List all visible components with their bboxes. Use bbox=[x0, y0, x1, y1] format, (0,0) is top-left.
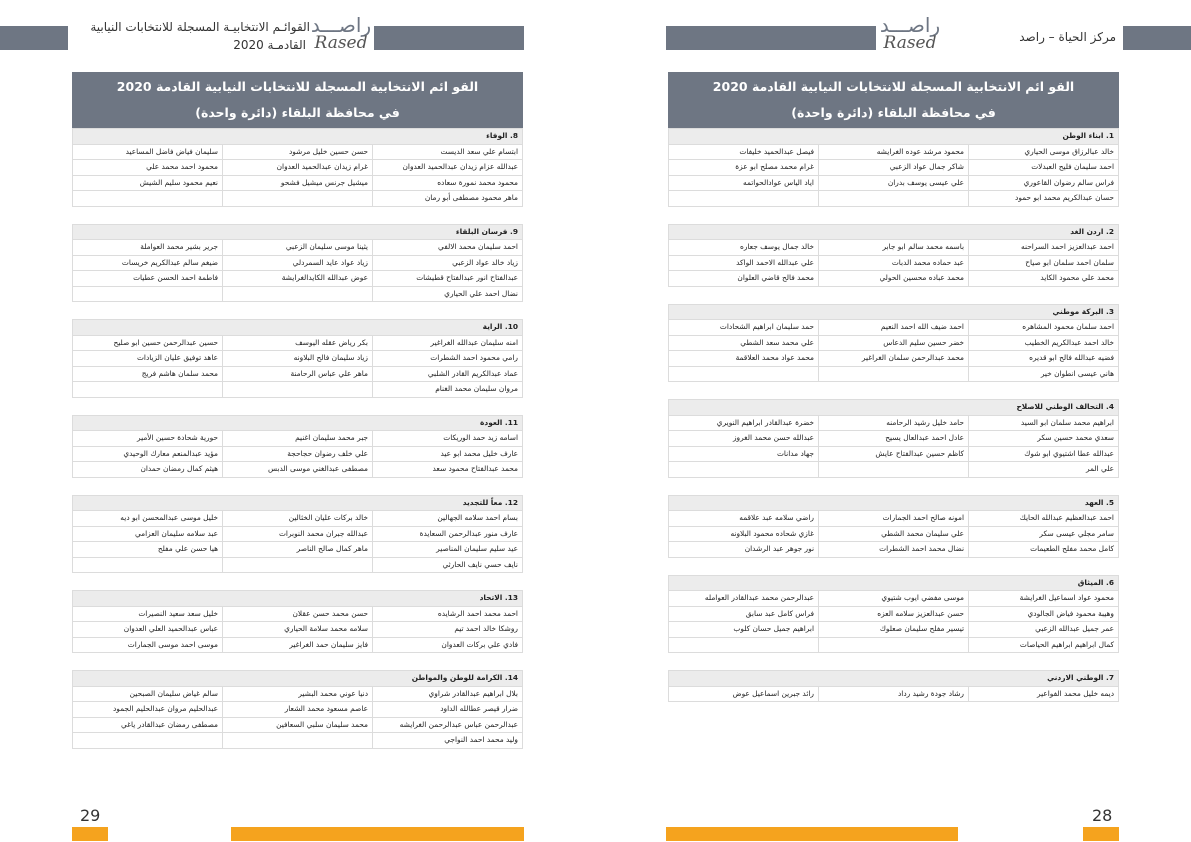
candidate-name: بلال ابراهيم عبدالقادر شراوي bbox=[373, 686, 523, 702]
candidate-name: خضر حسين سليم الدعاس bbox=[819, 335, 969, 351]
candidate-name: خليل موسى عبدالمحسن ابو ديه bbox=[73, 511, 223, 527]
list-spacer bbox=[73, 477, 523, 495]
candidate-name: فراس سالم رضوان القاعوري bbox=[969, 175, 1119, 191]
table-heading-line1: القو ائم الانتخابية المسجلة للانتخابات النيابية القادمة 2020 bbox=[712, 79, 1075, 94]
candidate-name: رامي محمود احمد الشطرات bbox=[373, 351, 523, 367]
candidate-name bbox=[73, 286, 223, 302]
logo-english: Rased bbox=[314, 33, 368, 53]
candidate-row bbox=[73, 160, 523, 176]
candidate-name: اياد الياس عوادالحواتمه bbox=[669, 175, 819, 191]
candidate-row bbox=[73, 431, 523, 447]
candidate-name: كامل محمد مفلح الطعيمات bbox=[969, 542, 1119, 558]
candidate-name bbox=[669, 366, 819, 382]
candidate-name: غرام محمد مصلح ابو عزة bbox=[669, 160, 819, 176]
candidate-name: امونه صالح احمد الجمارات bbox=[819, 511, 969, 527]
candidate-name: عبدالرحمن محمد عبدالقادر العوامله bbox=[669, 591, 819, 607]
candidate-row bbox=[73, 733, 523, 749]
candidate-name: وليد محمد احمد النواجي bbox=[373, 733, 523, 749]
candidate-name bbox=[223, 557, 373, 573]
candidate-name: عبدالله عطا اشتيوي ابو شوك bbox=[969, 446, 1119, 462]
candidate-name bbox=[223, 382, 373, 398]
candidate-name: فراس كامل عبد سابق bbox=[669, 606, 819, 622]
candidate-row bbox=[669, 415, 1119, 431]
candidate-row bbox=[73, 686, 523, 702]
list-title: 4. التحالف الوطني للاصلاح bbox=[669, 400, 1119, 416]
table-heading bbox=[668, 72, 1119, 128]
candidate-name: عوض عبدالله الكايدالغرايشة bbox=[223, 271, 373, 287]
list-title-row bbox=[669, 575, 1119, 591]
candidate-name: فادي علي بركات العدوان bbox=[373, 637, 523, 653]
candidate-name: ابراهيم جميل حسان كلوب bbox=[669, 622, 819, 638]
candidate-row bbox=[73, 557, 523, 573]
candidate-name: عبدالله حسن محمد الغروز bbox=[669, 431, 819, 447]
candidate-name: عادل احمد عبدالعال يسيح bbox=[819, 431, 969, 447]
candidate-name: خالد بركات عليان الخثالين bbox=[223, 511, 373, 527]
candidate-name: تيسير مفلح سليمان صعلوك bbox=[819, 622, 969, 638]
candidate-name: محمد سليمان سلبي السعافين bbox=[223, 717, 373, 733]
candidate-row bbox=[73, 286, 523, 302]
candidate-row bbox=[669, 431, 1119, 447]
candidate-name: علي المر bbox=[969, 462, 1119, 478]
list-title: 10. الراية bbox=[73, 320, 523, 336]
list-title-row bbox=[73, 224, 523, 240]
header-band-left bbox=[0, 26, 68, 50]
candidate-name: غرام زيدان عبدالحميد العدوان bbox=[223, 160, 373, 176]
page-28 bbox=[596, 0, 1191, 842]
candidate-name: مؤيد عبدالمنعم معارك الوحيدي bbox=[73, 446, 223, 462]
candidate-row bbox=[73, 446, 523, 462]
candidate-name: جبر محمد سليمان اغنيم bbox=[223, 431, 373, 447]
candidate-name: راضي سلامه عبد علاقمه bbox=[669, 511, 819, 527]
candidate-row bbox=[669, 351, 1119, 367]
candidate-name: علي عيسى يوسف بدران bbox=[819, 175, 969, 191]
candidate-row bbox=[73, 511, 523, 527]
candidate-name: علي عبدالله الاحمد الواكد bbox=[669, 255, 819, 271]
candidate-row bbox=[73, 271, 523, 287]
candidate-name: مروان سليمان محمد الغنام bbox=[373, 382, 523, 398]
list-spacer bbox=[73, 397, 523, 415]
candidate-row bbox=[669, 271, 1119, 287]
candidate-name bbox=[73, 191, 223, 207]
list-title-row bbox=[669, 671, 1119, 687]
list-title-row bbox=[669, 129, 1119, 145]
list-spacer bbox=[73, 573, 523, 591]
candidate-name: غازي شحاده محمود البلاونه bbox=[669, 526, 819, 542]
candidate-row bbox=[73, 255, 523, 271]
table-heading bbox=[72, 72, 523, 128]
candidate-name: عماد عبدالكريم القادر الشلبي bbox=[373, 366, 523, 382]
candidate-row bbox=[73, 175, 523, 191]
footer-accent-bar-small bbox=[1083, 827, 1119, 841]
list-title: 7. الوطني الاردني bbox=[669, 671, 1119, 687]
candidate-name: ماهر كمال صالح الناصر bbox=[223, 542, 373, 558]
candidate-row bbox=[669, 511, 1119, 527]
candidate-name: احمد سليمان محمد الالفي bbox=[373, 240, 523, 256]
candidate-name bbox=[223, 191, 373, 207]
candidate-name: حسان عبدالكريم محمد ابو حمود bbox=[969, 191, 1119, 207]
candidate-name: فاطمة احمد الحسن عطيات bbox=[73, 271, 223, 287]
candidate-name bbox=[819, 462, 969, 478]
list-title-row bbox=[73, 129, 523, 145]
candidate-row bbox=[73, 637, 523, 653]
candidate-row bbox=[669, 144, 1119, 160]
candidate-name: موسى احمد موسى الجمارات bbox=[73, 637, 223, 653]
candidate-name: علي سليمان محمد الشطي bbox=[819, 526, 969, 542]
candidate-lists-table bbox=[668, 128, 1119, 702]
list-title: 1. ابناء الوطن bbox=[669, 129, 1119, 145]
candidate-name: نعيم محمود سليم الشيش bbox=[73, 175, 223, 191]
lists-table-container bbox=[72, 72, 523, 749]
candidate-name: ابراهيم محمد سلمان ابو السيد bbox=[969, 415, 1119, 431]
candidate-name bbox=[819, 191, 969, 207]
candidate-name: حمد سليمان ابراهيم الشحادات bbox=[669, 320, 819, 336]
candidate-name: دنيا عوني محمد البشير bbox=[223, 686, 373, 702]
candidate-name: ديمه خليل محمد الفواعير bbox=[969, 686, 1119, 702]
candidate-row bbox=[73, 144, 523, 160]
candidate-name: محمد عبدالرحمن سلمان الغراغير bbox=[819, 351, 969, 367]
list-spacer bbox=[669, 653, 1119, 671]
candidate-name: عمر جميل عبدالله الزعبي bbox=[969, 622, 1119, 638]
candidate-name: كاظم حسين عبدالفتاح عايش bbox=[819, 446, 969, 462]
candidate-name: محمد عبدالفتاح محمود سعد bbox=[373, 462, 523, 478]
candidate-row bbox=[669, 320, 1119, 336]
list-spacer bbox=[669, 286, 1119, 304]
list-title: 12. معاً للتجديد bbox=[73, 495, 523, 511]
candidate-name: احمد سلمان محمود المشاهره bbox=[969, 320, 1119, 336]
candidate-name: جرير بشير محمد العواملة bbox=[73, 240, 223, 256]
candidate-name: احمد ضيف الله احمد النعيم bbox=[819, 320, 969, 336]
candidate-name: شاكر جمال عواد الزعبي bbox=[819, 160, 969, 176]
candidate-name: روشكا خالد احمد تيم bbox=[373, 622, 523, 638]
candidate-name: عبدالرحمن عباس عبدالرحمن الغرايشه bbox=[373, 717, 523, 733]
candidate-name: محمود مرشد عوده الغرايشه bbox=[819, 144, 969, 160]
candidate-name bbox=[73, 733, 223, 749]
candidate-name: خضرة عبدالقادر ابراهيم النويري bbox=[669, 415, 819, 431]
list-title: 14. الكرامة للوطن والمواطن bbox=[73, 671, 523, 687]
candidate-name: عيد سليم سليمان المناصير bbox=[373, 542, 523, 558]
candidate-name: باسمه محمد سالم ابو جابر bbox=[819, 240, 969, 256]
candidate-name: ماهر علي عباس الرحامنة bbox=[223, 366, 373, 382]
candidate-name: نور جوهر عبد الرشدان bbox=[669, 542, 819, 558]
footer-accent-bar-wide bbox=[231, 827, 524, 841]
candidate-name: عبدالفتاح انور عبدالفتاح قطيشات bbox=[373, 271, 523, 287]
candidate-name: محمود احمد محمد علي bbox=[73, 160, 223, 176]
candidate-name: حورية شحادة حسين الأمير bbox=[73, 431, 223, 447]
candidate-row bbox=[73, 622, 523, 638]
candidate-row bbox=[73, 366, 523, 382]
candidate-name: ضيغم سالم عبدالكريم خريسات bbox=[73, 255, 223, 271]
candidate-name: سليمان فياض فاضل المساعيد bbox=[73, 144, 223, 160]
candidate-name bbox=[73, 382, 223, 398]
candidate-row bbox=[73, 702, 523, 718]
candidate-row bbox=[73, 351, 523, 367]
candidate-name: يثينا موسى سليمان الزعبي bbox=[223, 240, 373, 256]
candidate-row bbox=[73, 191, 523, 207]
list-title: 11. العودة bbox=[73, 415, 523, 431]
candidate-name: ابتسام علي سعد الديست bbox=[373, 144, 523, 160]
candidate-name: اسامه زيد حمد الوريكات bbox=[373, 431, 523, 447]
candidate-name: عارف خليل محمد ابو عيد bbox=[373, 446, 523, 462]
candidate-name: فضيه عبدالله فالح ابو قديره bbox=[969, 351, 1119, 367]
candidate-name: محمد علي محمود الكايد bbox=[969, 271, 1119, 287]
candidate-name: محمد سلمان هاشم فريج bbox=[73, 366, 223, 382]
candidate-name: خالد احمد عبدالكريم الخطيب bbox=[969, 335, 1119, 351]
candidate-name: علي محمد سعد الشطي bbox=[669, 335, 819, 351]
list-spacer bbox=[73, 653, 523, 671]
candidate-row bbox=[73, 526, 523, 542]
candidate-name: وهيبة محمود فياض الجالودي bbox=[969, 606, 1119, 622]
list-spacer bbox=[73, 206, 523, 224]
candidate-name: عاصم مسعود محمد الشعار bbox=[223, 702, 373, 718]
header-title-line2: القادمـة 2020 bbox=[233, 38, 306, 52]
candidate-name: سعدي محمد حسين سكر bbox=[969, 431, 1119, 447]
logo-arabic: راصـــد bbox=[879, 13, 941, 37]
list-title: 9. فرسان البلقاء bbox=[73, 224, 523, 240]
candidate-name: مصطفى عبدالغني موسى الدبس bbox=[223, 462, 373, 478]
list-title: 13. الاتحاد bbox=[73, 591, 523, 607]
candidate-name: حسن عبدالعزيز سلامه العزه bbox=[819, 606, 969, 622]
list-title-row bbox=[73, 320, 523, 336]
list-title-row bbox=[669, 224, 1119, 240]
candidate-name: زياد سليمان فالح البلاونه bbox=[223, 351, 373, 367]
candidate-row bbox=[669, 446, 1119, 462]
candidate-row bbox=[73, 462, 523, 478]
candidate-row bbox=[669, 335, 1119, 351]
candidate-row bbox=[669, 255, 1119, 271]
candidate-name: رائد جبرين اسماعيل عوض bbox=[669, 686, 819, 702]
candidate-row bbox=[669, 622, 1119, 638]
candidate-name: محمد عواد محمد العلاقمة bbox=[669, 351, 819, 367]
header-title: مركز الحياة – راصد bbox=[1019, 30, 1116, 44]
list-title-row bbox=[73, 495, 523, 511]
candidate-name: علي خلف رضوان حجاحجة bbox=[223, 446, 373, 462]
candidate-row bbox=[73, 335, 523, 351]
header-title bbox=[70, 18, 310, 54]
candidate-name: بسام احمد سلامه الجهالين bbox=[373, 511, 523, 527]
candidate-row bbox=[669, 526, 1119, 542]
candidate-name: عارف منور عبدالرحمن السعايدة bbox=[373, 526, 523, 542]
candidate-name: احمد عبدالعزيز احمد السراحنه bbox=[969, 240, 1119, 256]
candidate-name: سالم غياض سليمان الصبحين bbox=[73, 686, 223, 702]
list-title: 5. العهد bbox=[669, 495, 1119, 511]
page-number: 28 bbox=[1092, 806, 1113, 825]
candidate-name bbox=[669, 191, 819, 207]
candidate-name: مصطفى رمضان عبدالقادر ياغي bbox=[73, 717, 223, 733]
candidate-row bbox=[669, 591, 1119, 607]
candidate-name: هاني عيسى انطوان خير bbox=[969, 366, 1119, 382]
page-29 bbox=[0, 0, 595, 842]
list-title-row bbox=[73, 671, 523, 687]
candidate-row bbox=[669, 240, 1119, 256]
candidate-name bbox=[819, 637, 969, 653]
candidate-name: عبد سلامه سليمان العزامي bbox=[73, 526, 223, 542]
candidate-name: رشاد جودة رشيد رداد bbox=[819, 686, 969, 702]
rased-logo bbox=[877, 14, 943, 52]
candidate-name: عاهد توفيق عليان الزيادات bbox=[73, 351, 223, 367]
candidate-row bbox=[73, 717, 523, 733]
candidate-name: عبد حماده محمد الدبات bbox=[819, 255, 969, 271]
candidate-name: موسى مفضي ايوب شتيوي bbox=[819, 591, 969, 607]
candidate-row bbox=[669, 462, 1119, 478]
header-band-right bbox=[374, 26, 524, 50]
candidate-name: احمد سليمان فليح العبدلات bbox=[969, 160, 1119, 176]
candidate-name: حسين عبدالرحمن حسين ابو صليح bbox=[73, 335, 223, 351]
candidate-name: حامد خليل رشيد الرحامنه bbox=[819, 415, 969, 431]
candidate-name bbox=[819, 366, 969, 382]
candidate-row bbox=[73, 382, 523, 398]
candidate-name bbox=[223, 286, 373, 302]
list-spacer bbox=[73, 302, 523, 320]
candidate-name: عبدالله عزام زيدان عبدالحميد العدوان bbox=[373, 160, 523, 176]
candidate-name: كمال ابراهيم ابراهيم الحياصات bbox=[969, 637, 1119, 653]
candidate-name: هيثم كمال رمضان حمدان bbox=[73, 462, 223, 478]
list-title: 8. الوفاء bbox=[73, 129, 523, 145]
list-spacer bbox=[669, 382, 1119, 400]
candidate-name: خالد عبالرزاق موسى الحياري bbox=[969, 144, 1119, 160]
candidate-name: فايز سليمان حمد الغراغير bbox=[223, 637, 373, 653]
candidate-name: عبدالحليم مروان عبدالحليم الجمود bbox=[73, 702, 223, 718]
candidate-name: عبدالله جبران محمد النوبرات bbox=[223, 526, 373, 542]
header-title-line1: القوائـم الانتخابيـة المسجلة للانتخابات النيابية bbox=[90, 20, 310, 34]
list-spacer bbox=[669, 206, 1119, 224]
candidate-name: احمد عبدالعظيم عبدالله الحايك bbox=[969, 511, 1119, 527]
header-band-left bbox=[666, 26, 876, 50]
candidate-name: حسن محمد حسن عقلان bbox=[223, 606, 373, 622]
candidate-row bbox=[669, 160, 1119, 176]
logo-arabic: راصـــد bbox=[310, 13, 372, 37]
candidate-row bbox=[73, 542, 523, 558]
candidate-row bbox=[669, 637, 1119, 653]
candidate-name: زياد خالد عواد الزعبي bbox=[373, 255, 523, 271]
candidate-row bbox=[669, 191, 1119, 207]
candidate-name: امنه سليمان عبدالله الغراغير bbox=[373, 335, 523, 351]
candidate-name: بكر رياض عقله اليوسف bbox=[223, 335, 373, 351]
table-heading-line2: في محافظة البلقاء (دائرة واحدة) bbox=[195, 105, 400, 120]
candidate-lists-table bbox=[72, 128, 523, 749]
candidate-name: ضرار قيصر عطالله الداود bbox=[373, 702, 523, 718]
candidate-name: ميشيل جرنس ميشيل فشحو bbox=[223, 175, 373, 191]
candidate-name: نضال محمد احمد الشطرات bbox=[819, 542, 969, 558]
candidate-name bbox=[669, 462, 819, 478]
candidate-row bbox=[73, 606, 523, 622]
candidate-name: نضال احمد علي الحياري bbox=[373, 286, 523, 302]
list-title: 3. البركة موطني bbox=[669, 304, 1119, 320]
rased-logo bbox=[308, 14, 374, 52]
candidate-name bbox=[223, 733, 373, 749]
candidate-name: نايف حسي نايف الحارثي bbox=[373, 557, 523, 573]
candidate-row bbox=[669, 606, 1119, 622]
list-title-row bbox=[669, 495, 1119, 511]
table-heading-line1: القو ائم الانتخابية المسجلة للانتخابات النيابية القادمة 2020 bbox=[116, 79, 479, 94]
candidate-name: هيا حسن علي مفلح bbox=[73, 542, 223, 558]
page-number: 29 bbox=[80, 806, 101, 825]
footer-accent-bar-small bbox=[72, 827, 108, 841]
candidate-name: جهاد مدانات bbox=[669, 446, 819, 462]
list-title-row bbox=[669, 400, 1119, 416]
footer-accent-bar-wide bbox=[666, 827, 958, 841]
logo-english: Rased bbox=[883, 33, 937, 53]
candidate-name: فيصل عبدالحميد خليفات bbox=[669, 144, 819, 160]
list-title-row bbox=[73, 591, 523, 607]
candidate-row bbox=[669, 686, 1119, 702]
candidate-name: حسن حسين خليل مرشود bbox=[223, 144, 373, 160]
candidate-name: احمد محمد احمد الرشايده bbox=[373, 606, 523, 622]
candidate-name: محمد فالح قاضي العلوان bbox=[669, 271, 819, 287]
list-spacer bbox=[669, 477, 1119, 495]
candidate-name: محمود محمد نمورة سعاده bbox=[373, 175, 523, 191]
candidate-name: محمد عباده محسين الحولي bbox=[819, 271, 969, 287]
candidate-name: خليل سعد سعيد النصيرات bbox=[73, 606, 223, 622]
candidate-name: سلامه محمد سلامة الحياري bbox=[223, 622, 373, 638]
list-title-row bbox=[73, 415, 523, 431]
candidate-row bbox=[73, 240, 523, 256]
list-spacer bbox=[669, 557, 1119, 575]
candidate-row bbox=[669, 366, 1119, 382]
candidate-name: زياد عواد عايد السمردلي bbox=[223, 255, 373, 271]
candidate-name: خالد جمال يوسف جعاره bbox=[669, 240, 819, 256]
candidate-name: سامر مجلي عيسى سكر bbox=[969, 526, 1119, 542]
candidate-name: ماهر محمود مصطفى أبو رمان bbox=[373, 191, 523, 207]
header-band-right bbox=[1123, 26, 1191, 50]
candidate-name bbox=[669, 637, 819, 653]
candidate-row bbox=[669, 542, 1119, 558]
candidate-name: عباس عبدالحميد العلي العدوان bbox=[73, 622, 223, 638]
list-title: 6. الميثاق bbox=[669, 575, 1119, 591]
table-heading-line2: في محافظة البلقاء (دائرة واحدة) bbox=[791, 105, 996, 120]
candidate-name: سلمان احمد سلمان ابو صياح bbox=[969, 255, 1119, 271]
candidate-row bbox=[669, 175, 1119, 191]
candidate-name bbox=[73, 557, 223, 573]
list-title-row bbox=[669, 304, 1119, 320]
lists-table-container bbox=[668, 72, 1119, 702]
candidate-name: محمود عواد اسماعيل الغرايشة bbox=[969, 591, 1119, 607]
list-title: 2. اردن الغد bbox=[669, 224, 1119, 240]
